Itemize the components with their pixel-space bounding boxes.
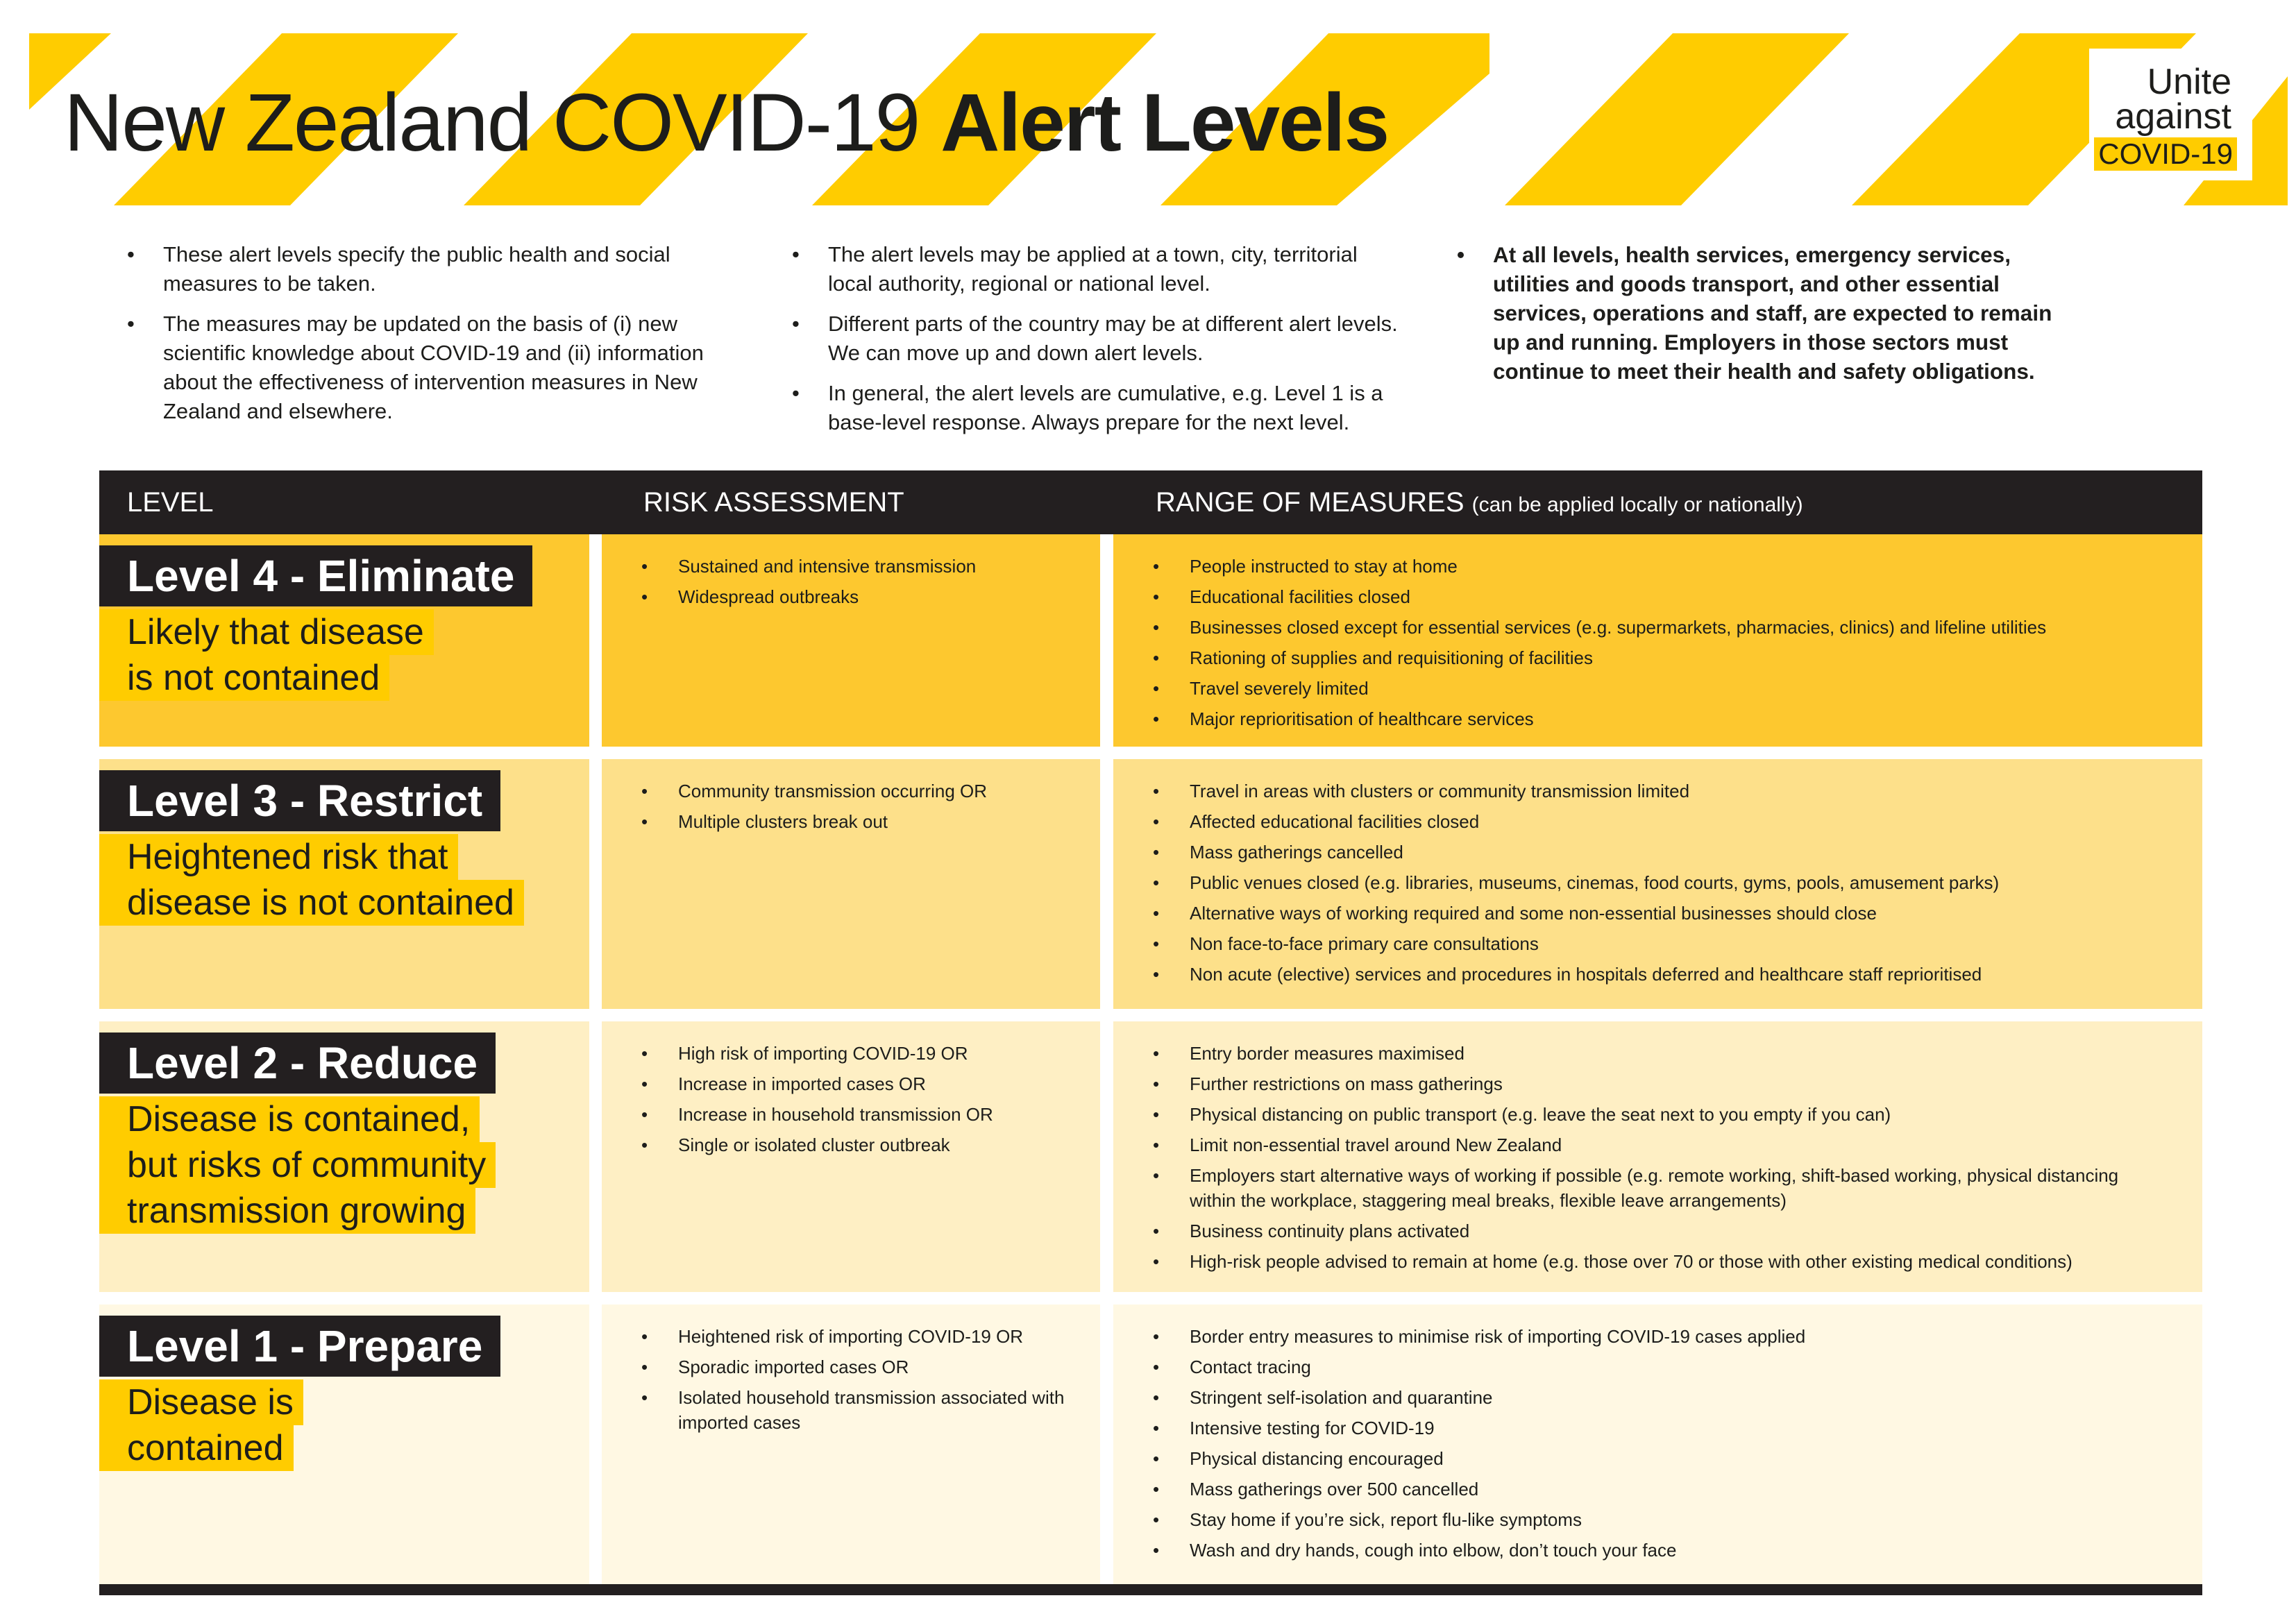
title-regular: New Zealand COVID-19	[64, 77, 920, 169]
measures-cell	[1113, 759, 2202, 1009]
measure-item: • Alternative ways of working required and some non-essential businesses should close	[1153, 901, 2152, 926]
risk-list	[641, 554, 1086, 615]
level-description	[99, 1379, 303, 1471]
measure-item: • Stay home if you’re sick, report flu-like symptoms	[1153, 1507, 2152, 1532]
measure-item: • Non face-to-face primary care consultations	[1153, 931, 2152, 956]
header-measures-note: (can be applied locally or nationally)	[1471, 493, 1803, 516]
level-description	[99, 1096, 496, 1234]
risk-item: • Widespread outbreaks	[641, 584, 1086, 609]
measure-item: • Limit non-essential travel around New Zealand	[1153, 1132, 2152, 1157]
risk-cell	[602, 759, 1100, 1009]
risk-item: • Increase in imported cases OR	[641, 1071, 1086, 1096]
header-measures	[1156, 487, 1803, 518]
measure-item: • Mass gatherings over 500 cancelled	[1153, 1477, 2152, 1502]
measure-item: • High-risk people advised to remain at home (e.g. those over 70 or those with other existing medical conditions)	[1153, 1249, 2152, 1274]
measure-item: • Border entry measures to minimise risk of importing COVID-19 cases applied	[1153, 1324, 2152, 1349]
risk-item: • Heightened risk of importing COVID-19 OR	[641, 1324, 1086, 1349]
measures-list	[1153, 1041, 2152, 1280]
level-description-line: Likely that disease	[99, 609, 434, 655]
measure-item: • Businesses closed except for essential services (e.g. supermarkets, pharmacies, clinics) and lifeline utilities	[1153, 615, 2152, 640]
risk-cell	[602, 534, 1100, 747]
level-description-line: transmission growing	[99, 1188, 475, 1234]
table-row	[99, 759, 2202, 1009]
measure-item: • Travel severely limited	[1153, 676, 2152, 701]
measure-item: • Entry border measures maximised	[1153, 1041, 2152, 1066]
measure-item: • Wash and dry hands, cough into elbow, don’t touch your face	[1153, 1538, 2152, 1563]
level-name-badge: Level 3 - Restrict	[99, 770, 500, 831]
bottom-rule	[99, 1584, 2202, 1595]
intro-list	[127, 240, 724, 426]
level-description-line: but risks of community	[99, 1142, 496, 1188]
intro-list	[792, 240, 1403, 437]
table-header	[99, 470, 2202, 534]
measure-item: • Physical distancing on public transport (e.g. leave the seat next to you empty if you can)	[1153, 1102, 2152, 1127]
risk-list	[641, 1041, 1086, 1163]
logo-line-1: Unite	[2147, 62, 2231, 102]
intro-list	[1457, 240, 2082, 386]
measure-item: • Affected educational facilities closed	[1153, 809, 2152, 834]
title-bold: Alert Levels	[940, 77, 1389, 169]
header-risk: RISK ASSESSMENT	[643, 487, 904, 518]
measure-item: • Travel in areas with clusters or community transmission limited	[1153, 779, 2152, 804]
measure-item: • Further restrictions on mass gatherings	[1153, 1071, 2152, 1096]
intro-column-1	[127, 240, 724, 437]
measure-item: • Non acute (elective) services and procedures in hospitals deferred and healthcare staff reprioritised	[1153, 962, 2152, 987]
page-title	[64, 78, 1388, 168]
level-cell	[99, 759, 589, 1009]
measure-item: • Major reprioritisation of healthcare services	[1153, 706, 2152, 731]
level-description-line: contained	[99, 1425, 294, 1471]
risk-item: • Sporadic imported cases OR	[641, 1354, 1086, 1379]
level-name-badge: Level 4 - Eliminate	[99, 545, 532, 606]
intro-bullet: • The measures may be updated on the basis of (i) new scientific knowledge about COVID-19 and (ii) information about the effectiveness of intervention measures in New Zealand and elsewhere.	[127, 309, 724, 426]
measure-item: • Physical distancing encouraged	[1153, 1446, 2152, 1471]
measure-item: • Intensive testing for COVID-19	[1153, 1416, 2152, 1441]
measure-item: • Contact tracing	[1153, 1354, 2152, 1379]
intro-column-3	[1457, 240, 2082, 397]
level-name-badge: Level 2 - Reduce	[99, 1033, 496, 1094]
measure-item: • Rationing of supplies and requisitioning of facilities	[1153, 645, 2152, 670]
measures-cell	[1113, 534, 2202, 747]
stripe	[1505, 33, 1849, 205]
risk-list	[641, 779, 1086, 840]
level-cell	[99, 1021, 589, 1292]
risk-item: • Single or isolated cluster outbreak	[641, 1132, 1086, 1157]
measure-item: • People instructed to stay at home	[1153, 554, 2152, 579]
level-description-line: disease is not contained	[99, 880, 524, 926]
measure-item: • Employers start alternative ways of working if possible (e.g. remote working, shift-based working, physical distancing within the workplace, staggering meal breaks, flexible leave arrangements)	[1153, 1163, 2152, 1213]
measures-list	[1153, 554, 2152, 737]
risk-cell	[602, 1305, 1100, 1584]
risk-item: • High risk of importing COVID-19 OR	[641, 1041, 1086, 1066]
level-description-line: Disease is contained,	[99, 1096, 480, 1142]
measures-list	[1153, 1324, 2152, 1568]
risk-item: • Increase in household transmission OR	[641, 1102, 1086, 1127]
measures-cell	[1113, 1305, 2202, 1584]
measures-cell	[1113, 1021, 2202, 1292]
intro-bullet: • Different parts of the country may be at different alert levels. We can move up and down alert levels.	[792, 309, 1403, 368]
level-description-line: Heightened risk that	[99, 834, 458, 880]
risk-item: • Community transmission occurring OR	[641, 779, 1086, 804]
logo-line-3: COVID-19	[2094, 137, 2237, 171]
measure-item: • Business continuity plans activated	[1153, 1218, 2152, 1243]
risk-item: • Isolated household transmission associated with imported cases	[641, 1385, 1086, 1435]
risk-item: • Sustained and intensive transmission	[641, 554, 1086, 579]
level-description-line: is not contained	[99, 655, 389, 701]
measure-item: • Stringent self-isolation and quarantine	[1153, 1385, 2152, 1410]
intro-bullet: • In general, the alert levels are cumulative, e.g. Level 1 is a base-level response. Always prepare for the next level.	[792, 379, 1403, 437]
measure-item: • Public venues closed (e.g. libraries, museums, cinemas, food courts, gyms, pools, amusement parks)	[1153, 870, 2152, 895]
level-cell	[99, 534, 589, 747]
risk-list	[641, 1324, 1086, 1441]
level-description-line: Disease is	[99, 1379, 303, 1425]
table-row	[99, 1305, 2202, 1584]
table-row	[99, 534, 2202, 747]
measures-list	[1153, 779, 2152, 992]
alert-levels-table	[99, 470, 2202, 1561]
measure-item: • Mass gatherings cancelled	[1153, 840, 2152, 865]
level-cell	[99, 1305, 589, 1584]
logo-line-2: against	[2115, 96, 2231, 137]
measure-item: • Educational facilities closed	[1153, 584, 2152, 609]
intro-bullet: • These alert levels specify the public health and social measures to be taken.	[127, 240, 724, 298]
level-description	[99, 609, 434, 701]
table-row	[99, 1021, 2202, 1292]
risk-item: • Multiple clusters break out	[641, 809, 1086, 834]
risk-cell	[602, 1021, 1100, 1292]
level-name-badge: Level 1 - Prepare	[99, 1316, 500, 1377]
unite-against-covid-logo	[2089, 49, 2252, 180]
level-description	[99, 834, 524, 926]
intro-bullet: • The alert levels may be applied at a town, city, territorial local authority, regional or national level.	[792, 240, 1403, 298]
intro-bullet: • At all levels, health services, emergency services, utilities and goods transport, and other essential services, operations and staff, are expected to remain up and running. Employers in those sectors must continue to meet their health and safety obligations.	[1457, 240, 2082, 386]
header-level: LEVEL	[127, 487, 214, 518]
intro-column-2	[792, 240, 1403, 448]
header-measures-label: RANGE OF MEASURES	[1156, 487, 1464, 518]
